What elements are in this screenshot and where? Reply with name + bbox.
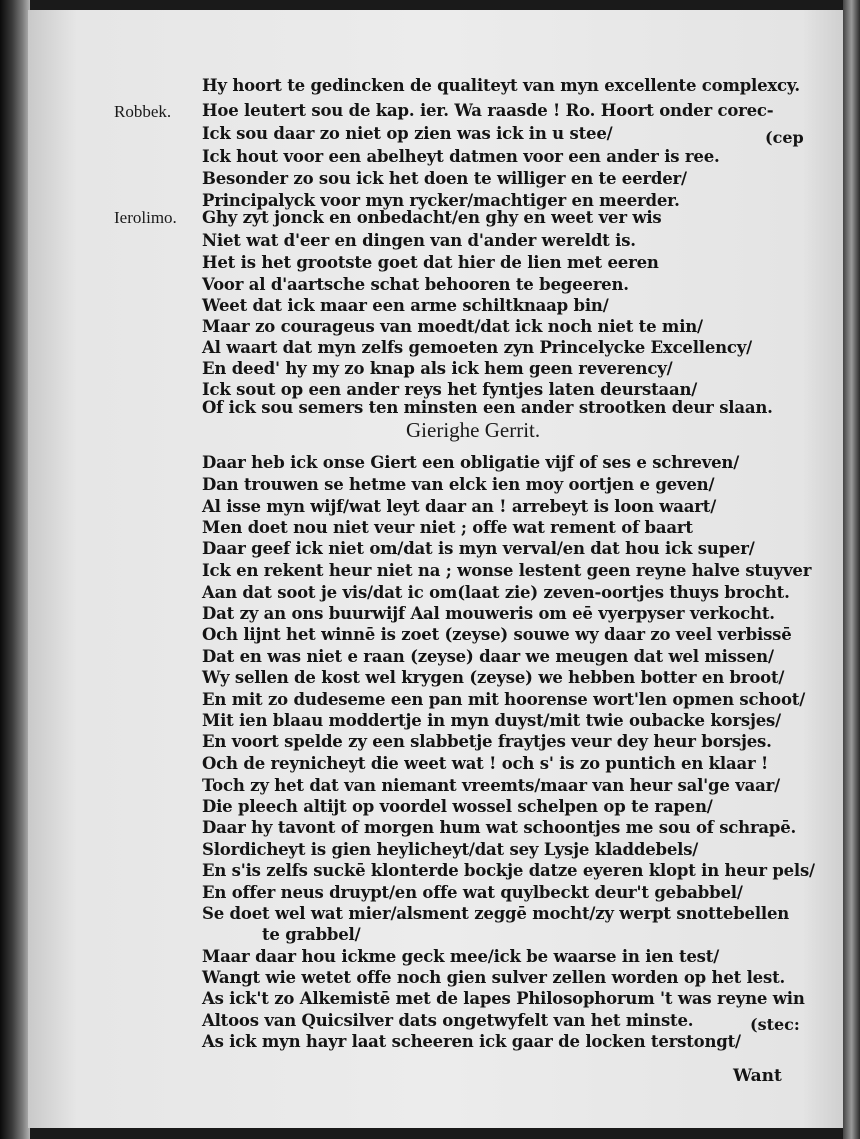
verse-line: Och lijnt het winnē is zoet (zeyse) souwe wy daar zo veel verbissē bbox=[202, 625, 792, 644]
verse-line: Toch zy het dat van niemant vreemts/maar van heur sal'ge vaar/ bbox=[202, 776, 780, 795]
book-spine bbox=[0, 0, 30, 1139]
page-edge bbox=[843, 0, 860, 1139]
verse-line: Maar zo courageus van moedt/dat ick noch niet te min/ bbox=[202, 317, 703, 336]
verse-line: Besonder zo sou ick het doen te williger en te eerder/ bbox=[202, 169, 687, 188]
verse-line: Dan trouwen se hetme van elck ien moy oortjen e geven/ bbox=[202, 475, 715, 494]
verse-line: Ick sout op een ander reys het fyntjes laten deurstaan/ bbox=[202, 380, 698, 399]
verse-line: Maar daar hou ickme geck mee/ick be waarse in ien test/ bbox=[202, 947, 720, 966]
verse-line: En s'is zelfs suckē klonterde bockje datze eyeren klopt in heur pels/ bbox=[202, 861, 815, 880]
catchword: Want bbox=[733, 1066, 782, 1086]
verse-line: Dat en was niet e raan (zeyse) daar we meugen dat wel missen/ bbox=[202, 647, 774, 666]
section-heading: Gierighe Gerrit. bbox=[406, 418, 541, 442]
verse-line: As ick myn hayr laat scheeren ick gaar de locken terstongt/ bbox=[202, 1032, 741, 1051]
verse-line-continuation: te grabbel/ bbox=[262, 925, 361, 944]
turnover-cep: (cep bbox=[765, 128, 804, 147]
verse-line: As ick't zo Alkemistē met de lapes Philosophorum 't was reyne win bbox=[202, 989, 805, 1008]
verse-line: Dat zy an ons buurwijf Aal mouweris om eē vyerpyser verkocht. bbox=[202, 604, 775, 623]
verse-line: Daar heb ick onse Giert een obligatie vijf of ses e schreven/ bbox=[202, 453, 740, 472]
verse-line: Daar hy tavont of morgen hum wat schoontjes me sou of schrapē. bbox=[202, 818, 797, 837]
verse-line: Voor al d'aartsche schat behooren te begeeren. bbox=[202, 275, 629, 294]
verse-line: En voort spelde zy een slabbetje fraytjes veur dey heur borsjes. bbox=[202, 732, 772, 751]
book-page bbox=[28, 10, 843, 1128]
turnover-stec: (stec: bbox=[750, 1015, 800, 1034]
verse-line: Mit ien blaau moddertje in myn duyst/mit twie oubacke korsjes/ bbox=[202, 711, 781, 730]
verse-line: Men doet nou niet veur niet ; offe wat rement of baart bbox=[202, 518, 693, 537]
verse-line: Daar geef ick niet om/dat is myn verval/en dat hou ick super/ bbox=[202, 539, 755, 558]
verse-line: Ghy zyt jonck en onbedacht/en ghy en weet ver wis bbox=[202, 208, 662, 227]
verse-line: En deed' hy my zo knap als ick hem geen reverency/ bbox=[202, 359, 673, 378]
speaker-robbek: Robbek. bbox=[114, 102, 172, 121]
verse-line: Al isse myn wijf/wat leyt daar an ! arrebeyt is loon waart/ bbox=[202, 497, 717, 516]
verse-line: En offer neus druypt/en offe wat quylbeckt deur't gebabbel/ bbox=[202, 883, 743, 902]
verse-line: Slordicheyt is gien heylicheyt/dat sey Lysje kladdebels/ bbox=[202, 840, 699, 859]
verse-line: Ick hout voor een abelheyt datmen voor een ander is ree. bbox=[202, 147, 720, 166]
verse-line: Och de reynicheyt die weet wat ! och s' is zo puntich en klaar ! bbox=[202, 754, 769, 773]
verse-line: Ick en rekent heur niet na ; wonse lestent geen reyne halve stuyver bbox=[202, 561, 812, 580]
verse-line: Niet wat d'eer en dingen van d'ander wereldt is. bbox=[202, 231, 636, 250]
verse-line: Hy hoort te gedincken de qualiteyt van myn excellente complexcy. bbox=[202, 76, 800, 95]
verse-line: Ick sou daar zo niet op zien was ick in u stee/ bbox=[202, 124, 613, 143]
verse-line: Se doet wel wat mier/alsment zeggē mocht/zy werpt snottebellen bbox=[202, 904, 790, 923]
verse-line: En mit zo dudeseme een pan mit hoorense wort'len opmen schoot/ bbox=[202, 690, 806, 709]
verse-line: Altoos van Quicsilver dats ongetwyfelt van het minste. bbox=[202, 1011, 694, 1030]
verse-line: Principalyck voor myn rycker/machtiger en meerder. bbox=[202, 191, 680, 210]
verse-line: Aan dat soot je vis/dat ic om(laat zie) zeven-oortjes thuys brocht. bbox=[202, 583, 790, 602]
verse-line: Wangt wie wetet offe noch gien sulver zellen worden op het lest. bbox=[202, 968, 786, 987]
verse-line: Het is het grootste goet dat hier de lien met eeren bbox=[202, 253, 659, 272]
verse-line: Al waart dat myn zelfs gemoeten zyn Princelycke Excellency/ bbox=[202, 338, 752, 357]
verse-line: Hoe leutert sou de kap. ier. Wa raasde ! Ro. Hoort onder corec- bbox=[202, 101, 774, 120]
speaker-ierolimo: Ierolimo. bbox=[114, 208, 177, 227]
verse-line: Wy sellen de kost wel krygen (zeyse) we hebben botter en broot/ bbox=[202, 668, 785, 687]
verse-line: Weet dat ick maar een arme schiltknaap bin/ bbox=[202, 296, 609, 315]
verse-line: Die pleech altijt op voordel wossel schelpen op te rapen/ bbox=[202, 797, 713, 816]
verse-line: Of ick sou semers ten minsten een ander strootken deur slaan. bbox=[202, 398, 773, 417]
